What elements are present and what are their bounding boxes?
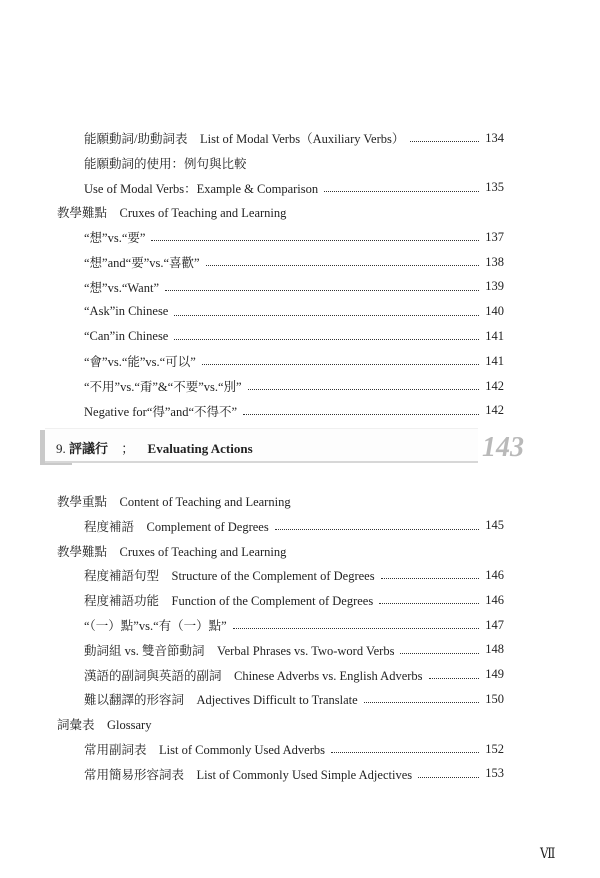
toc-entry-content — [84, 666, 504, 684]
toc-entry[interactable] — [0, 151, 600, 175]
toc-entry-page: 153 — [485, 766, 504, 781]
toc-entry-content — [84, 765, 504, 783]
toc-entry-content — [84, 329, 504, 344]
toc-entry[interactable] — [0, 126, 600, 150]
toc-entry-page: 146 — [485, 592, 504, 607]
toc-entry-content — [84, 740, 504, 758]
toc-entry-page: 141 — [485, 328, 504, 343]
toc-entry-content — [57, 492, 504, 510]
toc-entry-label: “Can”in Chinese — [84, 328, 169, 343]
toc-entry[interactable] — [0, 275, 600, 299]
dot-leader — [151, 239, 479, 241]
toc-section-heading[interactable] — [0, 200, 600, 224]
toc-entry-label: 能願動詞/助動詞表 List of Modal Verbs（Auxiliary Verbs） — [84, 132, 405, 146]
dot-leader — [243, 413, 479, 415]
toc-entry-label: “會”vs.“能”vs.“可以” — [84, 355, 196, 370]
toc-entry-label: “想”vs.“要” — [84, 231, 146, 246]
toc-entry-label: 動詞組 vs. 雙音節動詞 Verbal Phrases vs. Two-word Verbs — [84, 643, 395, 658]
toc-entry-page: 141 — [485, 353, 504, 368]
toc-entry-content — [84, 304, 504, 319]
toc-entry-page: 137 — [485, 229, 504, 244]
toc-entry-label: 教學難點 Cruxes of Teaching and Learning — [57, 544, 287, 559]
toc-entry-label: 常用簡易形容詞表 List of Commonly Used Simple Adjectives — [84, 767, 413, 782]
dot-leader — [379, 602, 479, 604]
toc-entry-page: 134 — [485, 130, 504, 145]
chapter-title-en: Evaluating Actions — [147, 441, 253, 456]
dot-leader — [400, 652, 479, 654]
toc-section-heading[interactable] — [0, 712, 600, 736]
toc-section-heading[interactable] — [0, 539, 600, 563]
toc-entry-content — [84, 566, 504, 584]
toc-entry[interactable] — [0, 663, 600, 687]
dot-leader — [202, 363, 479, 365]
toc-entry-page: 142 — [485, 403, 504, 418]
toc-entry[interactable] — [0, 349, 600, 373]
dot-leader — [429, 677, 480, 679]
toc-entry-label: 教學重點 Content of Teaching and Learning — [57, 495, 291, 509]
toc-entry[interactable] — [0, 638, 600, 662]
toc-entry-label: 教學難點 Cruxes of Teaching and Learning — [57, 206, 287, 221]
toc-entry[interactable] — [0, 613, 600, 637]
toc-entry[interactable] — [0, 300, 600, 324]
toc-entry[interactable] — [0, 176, 600, 200]
toc-entry-label: 程度補語功能 Function of the Complement of Degrees — [84, 594, 374, 609]
toc-entry-page: 150 — [485, 691, 504, 706]
toc-entry-label: “想”vs.“Want” — [84, 280, 160, 295]
chapter-page-number: 143 — [482, 432, 524, 463]
dot-leader — [233, 627, 480, 629]
toc-entry-label: 能願動詞的使用：例句與比較 — [84, 156, 247, 171]
toc-entry[interactable] — [0, 324, 600, 348]
toc-entry-content — [84, 278, 504, 296]
toc-entry-content — [84, 154, 504, 172]
chapter-separator: ； — [121, 441, 135, 456]
toc-entry[interactable] — [0, 225, 600, 249]
toc-entry-label: 難以翻譯的形容詞 Adjectives Difficult to Translate — [84, 693, 358, 708]
toc-entry[interactable] — [0, 399, 600, 423]
toc-entry-content — [57, 203, 504, 221]
toc-entry-label: Negative for“得”and“不得不” — [84, 404, 238, 419]
toc-entry[interactable] — [0, 374, 600, 398]
dot-leader — [275, 528, 480, 530]
toc-entry-content — [84, 517, 504, 535]
toc-entry-label: 詞彙表 Glossary — [57, 718, 152, 733]
toc-entry-content — [84, 228, 504, 246]
toc-entry-page: 147 — [485, 617, 504, 632]
toc-entry[interactable] — [0, 687, 600, 711]
toc-entry-page: 139 — [485, 279, 504, 294]
toc-entry-content — [84, 377, 504, 395]
toc-entry-label: “Ask”in Chinese — [84, 304, 169, 319]
toc-entry-label: “不用”vs.“甭”&“不要”vs.“別” — [84, 380, 242, 394]
dot-leader — [174, 314, 479, 316]
dot-leader — [364, 701, 480, 703]
toc-entry-content — [84, 591, 504, 609]
toc-entry-page: 135 — [485, 180, 504, 195]
dot-leader — [248, 388, 480, 390]
toc-section-heading[interactable] — [0, 489, 600, 513]
page-folio: Ⅶ — [540, 847, 556, 862]
dot-leader — [418, 776, 479, 778]
toc-entry-label: “想”and“要”vs.“喜歡” — [84, 256, 200, 270]
toc-entry-page: 140 — [485, 304, 504, 319]
dot-leader — [324, 190, 479, 192]
toc-entry-label: 漢語的副詞與英語的副詞 Chinese Adverbs vs. English Adverbs — [84, 668, 423, 683]
toc-entry-content — [84, 402, 504, 420]
toc-entry-label: “（一）點”vs.“有（一）點” — [84, 619, 227, 633]
toc-entry-content — [84, 253, 504, 271]
toc-entry-label: 程度補語句型 Structure of the Complement of Degrees — [84, 569, 375, 584]
toc-entry-content — [84, 179, 504, 197]
dot-leader — [331, 751, 479, 753]
toc-entry-page: 138 — [485, 254, 504, 269]
toc-entry-page: 146 — [485, 567, 504, 582]
chapter-title — [56, 438, 253, 457]
toc-entry[interactable] — [0, 737, 600, 761]
toc-entry-content — [84, 616, 504, 634]
toc-entry[interactable] — [0, 514, 600, 538]
toc-entry-label: 程度補語 Complement of Degrees — [84, 519, 269, 534]
toc-entry-page: 148 — [485, 642, 504, 657]
toc-entry-page: 145 — [485, 518, 504, 533]
toc-entry-content — [57, 542, 504, 560]
toc-entry-content — [84, 129, 504, 147]
toc-entry-page: 149 — [485, 667, 504, 682]
dot-leader — [410, 140, 479, 142]
dot-leader — [381, 577, 480, 579]
toc-entry-content — [84, 641, 504, 659]
chapter-number: 9. — [56, 441, 66, 456]
toc-entry-content — [57, 715, 504, 733]
toc-entry[interactable] — [0, 250, 600, 274]
toc-entry[interactable] — [0, 588, 600, 612]
chapter-heading[interactable] — [40, 428, 560, 468]
dot-leader — [174, 338, 479, 340]
toc-entry-page: 142 — [485, 378, 504, 393]
toc-entry-label: 常用副詞表 List of Commonly Used Adverbs — [84, 743, 325, 757]
dot-leader — [165, 289, 479, 291]
toc-entry-content — [84, 352, 504, 370]
dot-leader — [206, 264, 480, 266]
toc-entry-label: Use of Modal Verbs：Example & Comparison — [84, 181, 319, 196]
toc-entry[interactable] — [0, 563, 600, 587]
chapter-title-zh: 評議行 — [69, 441, 109, 456]
toc-entry-content — [84, 690, 504, 708]
toc-entry-page: 152 — [485, 741, 504, 756]
toc-entry[interactable] — [0, 762, 600, 786]
